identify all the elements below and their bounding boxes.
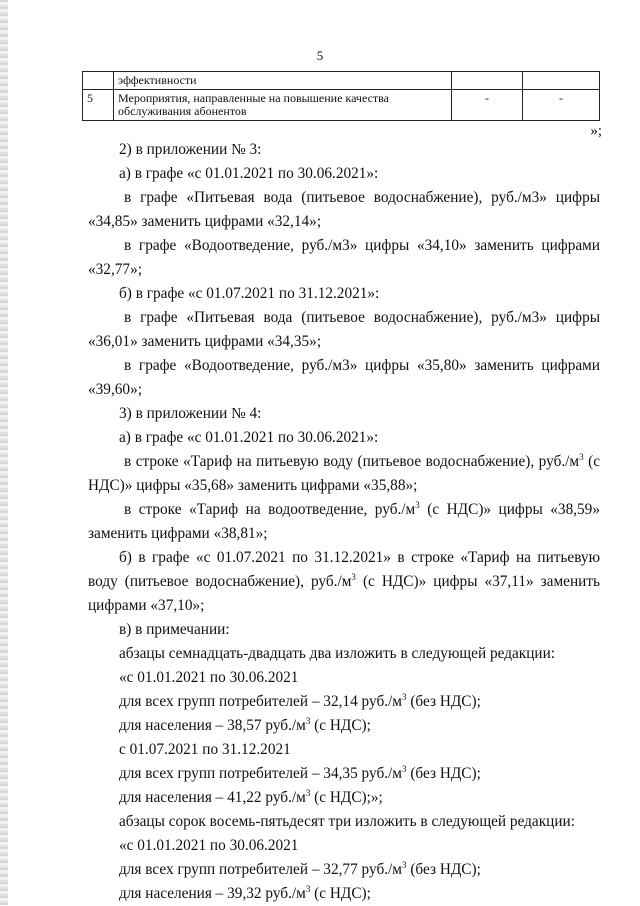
paragraph: абзацы сорок восемь-пятьдесят три изложить в следующей редакции: <box>119 813 575 830</box>
continuation-table <box>82 71 600 121</box>
table-cell-num: 5 <box>83 90 114 121</box>
paragraph: в графе «Водоотведение, руб./м3» цифры «35,80» заменить цифрами «39,60»; <box>88 357 600 398</box>
paragraph: «с 01.01.2021 по 30.06.2021 <box>119 669 299 686</box>
document-body <box>88 138 600 906</box>
superscript: 3 <box>401 859 407 870</box>
table-row <box>83 90 600 121</box>
table-cell-value: - <box>523 90 600 121</box>
paragraph <box>88 714 600 738</box>
text-run: для населения – 39,32 руб./м <box>119 885 306 902</box>
text-run: для всех групп потребителей – 32,77 руб./м <box>119 861 402 878</box>
text-run: в строке «Тариф на питьевую воду (питьевое водоснабжение), руб./м <box>124 453 580 470</box>
superscript: 3 <box>579 451 584 462</box>
paragraph <box>88 762 600 786</box>
table-cell-text: Мероприятия, направленные на повышение качества обслуживания абонентов <box>114 90 452 121</box>
paragraph: с 01.07.2021 по 31.12.2021 <box>119 741 291 758</box>
paragraph: б) в графе «с 01.07.2021 по 31.12.2021»: <box>119 285 380 302</box>
table-cell-value: - <box>452 90 523 121</box>
table-cell-text: эффективности <box>114 72 452 90</box>
text-run: для всех групп потребителей – 32,14 руб./м <box>119 693 402 710</box>
superscript: 3 <box>305 883 311 894</box>
paragraph: в графе «Водоотведение, руб./м3» цифры «34,10» заменить цифрами «32,77»; <box>88 237 600 278</box>
text-run: (с НДС); <box>314 885 371 902</box>
paragraph <box>88 450 600 498</box>
paragraph <box>88 858 600 882</box>
text-run: б) в графе «с 01.07.2021 по 31.12.2021» в строке «Тариф на питьевую воду (питьевое водоснабжение), руб./м <box>88 549 600 590</box>
closing-quote-mark: »; <box>590 123 602 139</box>
text-run: (с НДС); <box>314 717 371 734</box>
paragraph: в графе «Питьевая вода (питьевое водоснабжение), руб./м3» цифры «34,85» заменить цифрами «32,14»; <box>88 189 600 230</box>
superscript: 3 <box>401 763 407 774</box>
superscript: 3 <box>415 499 420 510</box>
paragraph: «с 01.01.2021 по 30.06.2021 <box>119 837 299 854</box>
paragraph <box>88 546 600 618</box>
text-run: в строке «Тариф на водоотведение, руб./м <box>124 501 416 518</box>
table-cell-value <box>523 72 600 90</box>
text-run: (без НДС); <box>410 693 481 710</box>
superscript: 3 <box>305 715 311 726</box>
superscript: 3 <box>351 571 356 582</box>
text-run: для населения – 38,57 руб./м <box>119 717 306 734</box>
text-run: (с НДС)» цифры «37,11» заменить цифрами «37,10»; <box>88 573 600 614</box>
paragraph <box>88 690 600 714</box>
superscript: 3 <box>401 691 407 702</box>
page-number: 5 <box>316 48 324 63</box>
scan-edge <box>0 0 8 905</box>
paragraph: 3) в приложении № 4: <box>119 405 262 422</box>
paragraph <box>88 786 600 810</box>
superscript: 3 <box>305 787 311 798</box>
text-run: (с НДС)» цифры «35,68» заменить цифрами «35,88»; <box>88 453 600 494</box>
text-run: (с НДС);»; <box>314 789 383 806</box>
table-row <box>83 72 600 90</box>
text-run: для всех групп потребителей – 34,35 руб./м <box>119 765 402 782</box>
paragraph: в графе «Питьевая вода (питьевое водоснабжение), руб./м3» цифры «36,01» заменить цифрами «34,35»; <box>88 309 600 350</box>
paragraph: 2) в приложении № 3: <box>119 141 262 158</box>
text-run: (с НДС)» цифры «38,59» заменить цифрами «38,81»; <box>88 501 600 542</box>
paragraph <box>88 882 600 906</box>
paragraph: в) в примечании: <box>119 621 230 638</box>
text-run: (без НДС); <box>410 861 481 878</box>
paragraph: абзацы семнадцать-двадцать два изложить в следующей редакции: <box>119 645 556 662</box>
text-run: для населения – 41,22 руб./м <box>119 789 306 806</box>
text-run: (без НДС); <box>410 765 481 782</box>
paragraph: а) в графе «с 01.01.2021 по 30.06.2021»: <box>119 429 379 446</box>
table-cell-num <box>83 72 114 90</box>
table-cell-value <box>452 72 523 90</box>
paragraph <box>88 498 600 546</box>
paragraph: а) в графе «с 01.01.2021 по 30.06.2021»: <box>119 165 379 182</box>
